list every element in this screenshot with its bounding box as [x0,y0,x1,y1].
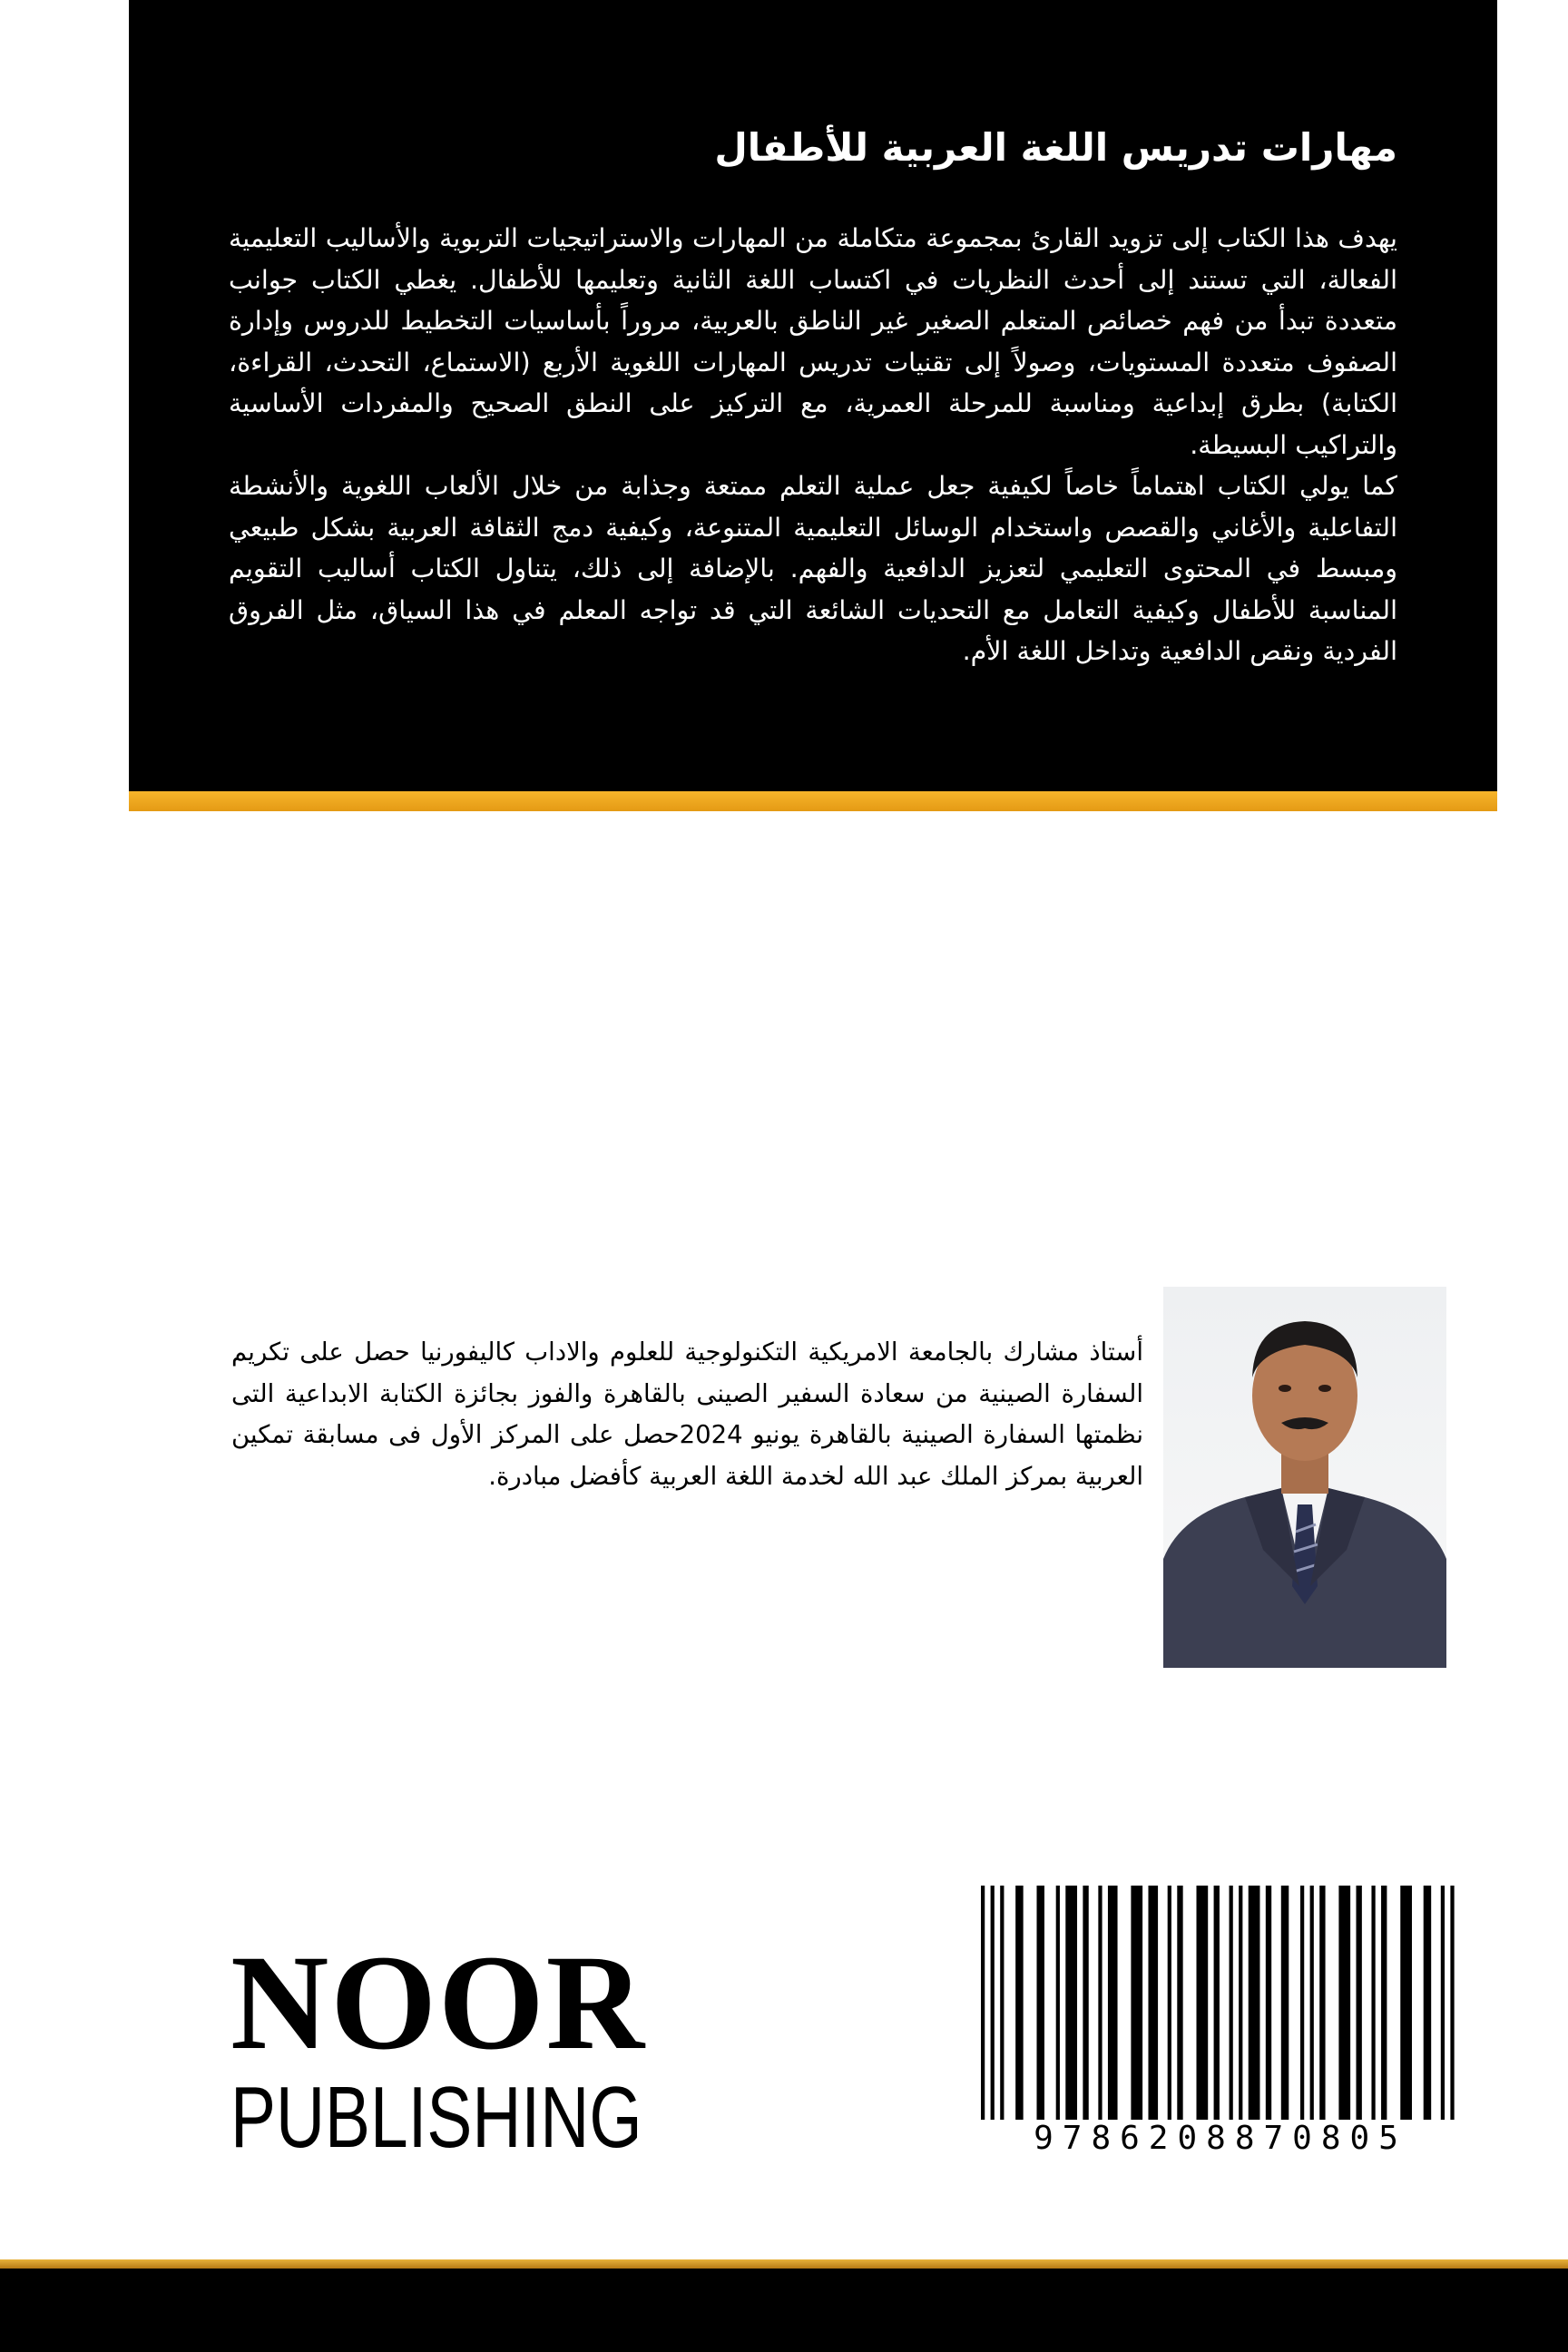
isbn-barcode [966,1875,1475,2165]
barcode-bar [991,1886,995,2120]
barcode-bar [1065,1886,1077,2120]
barcode-bar [1319,1886,1325,2120]
barcode-bar [1098,1886,1102,2120]
barcode-bar [1424,1886,1431,2120]
barcode-bar [1266,1886,1271,2120]
author-photo [1163,1287,1446,1668]
bottom-gold-band [0,2259,1568,2269]
isbn-number: 9786208870805 [1034,2120,1407,2157]
barcode-bar [1310,1886,1314,2120]
bottom-black-band [0,2269,1568,2352]
barcode-bar [1000,1886,1004,2120]
barcode-bar [1230,1886,1233,2120]
barcode-bar [1015,1886,1023,2120]
publisher-logo-noor: NOOR [230,1927,646,2078]
barcode-bar [981,1886,985,2120]
publisher-logo [230,1927,720,2166]
barcode-bar [1381,1886,1387,2120]
barcode-bar [1450,1886,1454,2120]
barcode-bar [1338,1886,1350,2120]
book-title: مهارات تدريس اللغة العربية للأطفال [714,125,1397,170]
author-bio: أستاذ مشارك بالجامعة الامريكية التكنولوجية للعلوم والاداب كاليفورنيا حصل على تكريم السفارة الصينية من سعادة السفير الصينى بالقاهرة والفوز بجائزة الكتابة الابداعية التى نظمتها السفارة الصينية بالقاهرة يونيو 2024حصل على المركز الأول فى مسابقة تمكين العربية بمركز الملك عبد الله لخدمة اللغة العربية كأفضل مبادرة. [231,1338,1143,1491]
barcode-bar [1131,1886,1142,2120]
barcode-bar [1177,1886,1182,2120]
description-paragraph-2: كما يولي الكتاب اهتماماً خاصاً لكيفية جعل عملية التعلم ممتعة وجذابة من خلال الألعاب اللغوية والأنشطة التفاعلية والأغاني والقصص واستخدام الوسائل التعليمية المتنوعة، وكيفية دمج الثقافة العربية بشكل طبيعي ومبسط في المحتوى التعليمي لتعزيز الدافعية والفهم. بالإضافة إلى ذلك، يتناول الكتاب أساليب التقويم المناسبة للأطفال وكيفية التعامل مع التحديات الشائعة التي قد تواجه المعلم في هذا السياق، مثل الفروق الفردية ونقص الدافعية وتداخل اللغة الأم. [229,471,1397,666]
barcode-bar [1281,1886,1289,2120]
barcode-bar [1441,1886,1445,2120]
barcode-bar [1356,1886,1361,2120]
gold-accent-strip [129,791,1497,811]
barcode-bar [1196,1886,1208,2120]
barcode-bar [1083,1886,1088,2120]
barcode-bar [1371,1886,1375,2120]
barcode-bar [1400,1886,1412,2120]
book-description [229,218,1397,672]
barcode-bar [1056,1886,1060,2120]
barcode-bar [1168,1886,1171,2120]
description-paragraph-1: يهدف هذا الكتاب إلى تزويد القارئ بمجموعة متكاملة من المهارات والاستراتيجيات التربوية والأساليب التعليمية الفعالة، التي تستند إلى أحدث النظريات في اكتساب اللغة الثانية وتعليمها للأطفال. يغطي الكتاب جوانب متعددة تبدأ من فهم خصائص المتعلم الصغير غير الناطق بالعربية، مروراً بأساسيات التخطيط للدروس وإدارة الصفوف متعددة المستويات، وصولاً إلى تقنيات تدريس المهارات اللغوية الأربع (الاستماع، التحدث، القراءة، الكتابة) بطرق إبداعية ومناسبة للمرحلة العمرية، مع التركيز على النطق الصحيح والمفردات الأساسية والتراكيب البسيطة. [229,223,1397,460]
barcode-bar [1148,1886,1158,2120]
barcode-bar [1239,1886,1242,2120]
publisher-logo-publishing: PUBLISHING [230,2069,642,2166]
barcode-bar [1249,1886,1260,2120]
barcode-bar [1108,1886,1118,2120]
barcode-bar [1036,1886,1044,2120]
barcode-bars [977,1886,1464,2120]
barcode-bar [1300,1886,1304,2120]
barcode-bar [1214,1886,1220,2120]
